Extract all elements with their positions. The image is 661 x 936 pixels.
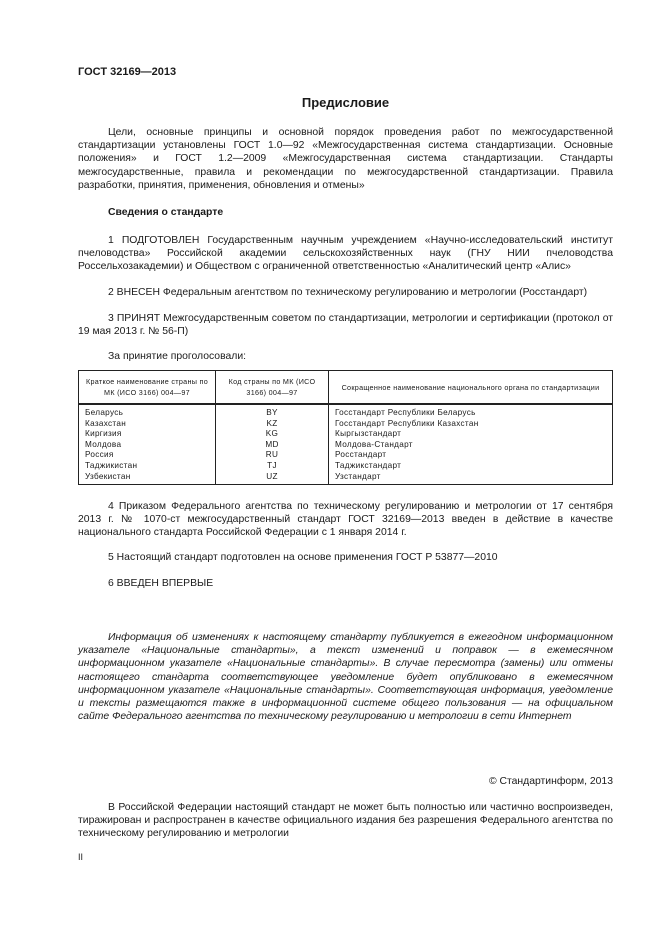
item-6: 6 ВВЕДЕН ВПЕРВЫЕ [108,578,214,589]
item-5: 5 Настоящий стандарт подготовлен на основе применения ГОСТ Р 53877—2010 [108,552,498,563]
section-heading: Сведения о стандарте [108,207,224,218]
standards-body: Узстандарт [329,472,613,485]
table-row [79,450,613,461]
country-code: BY [216,404,329,419]
country-name: Россия [79,450,216,461]
standards-body: Молдова-Стандарт [329,440,613,451]
page-number: II [78,852,84,862]
standards-body: Росстандарт [329,450,613,461]
item-3: 3 ПРИНЯТ Межгосударственным советом по стандартизации, метрологии и сертификации (протокол от 19 мая 2013 г. № 56-П) [78,313,613,338]
table-row [79,429,613,440]
country-name: Казахстан [79,419,216,430]
header-country-code: Код страны по МК (ИСО 3166) 004—97 [216,371,329,405]
table-header-row [79,371,613,405]
member-countries-table [78,370,613,485]
country-code: KZ [216,419,329,430]
country-name: Узбекистан [79,472,216,485]
country-name: Молдова [79,440,216,451]
standards-body: Таджикстандарт [329,461,613,472]
item-2: 2 ВНЕСЕН Федеральным агентством по техническому регулированию и метрологии (Росстандарт) [108,287,588,298]
table-row [79,472,613,485]
country-name: Беларусь [79,404,216,419]
table-row [79,440,613,451]
country-code: TJ [216,461,329,472]
country-name: Киргизия [79,429,216,440]
intro-paragraph: Цели, основные принципы и основной порядок проведения работ по межгосударственной стандартизации установлены ГОСТ 1.0—92 «Межгосударственная система стандартизации. Основные положения» и ГОСТ 1.2—2009 «Межгосударственная система стандартизации. Стандарты межгосударственные, правила и рекомендации по межгосударственной стандартизации. Правила разработки, принятия, применения, обновления и отмены» [78,127,613,191]
country-code: UZ [216,472,329,485]
reproduction-rights: В Российской Федерации настоящий стандарт не может быть полностью или частично воспроизведен, тиражирован и распространен в качестве официального издания без разрешения Федерального агентства по техническому регулированию и метрологии [78,802,613,840]
copyright-line: © Стандартинформ, 2013 [488,776,613,787]
table-row [79,419,613,430]
item-4: 4 Приказом Федерального агентства по техническому регулированию и метрологии от 17 сентября 2013 г. № 1070-ст межгосударственный стандарт ГОСТ 32169—2013 введен в действие в качестве национального стандарта Российской Федерации с 1 января 2014 г. [78,501,613,539]
table-row [79,404,613,419]
standards-body: Госстандарт Республики Беларусь [329,404,613,419]
standards-body: Кыргызстандарт [329,429,613,440]
document-id-header: ГОСТ 32169—2013 [78,66,177,78]
country-code: KG [216,429,329,440]
country-code: MD [216,440,329,451]
item-1: 1 ПОДГОТОВЛЕН Государственным научным учреждением «Научно-исследовательский институт пчеловодства» Российской академии сельскохозяйственных наук (ГНУ НИИ пчеловодства Россельхозакадемии) и Обществом с ограниченной ответственностью «Аналитический центр «Алис» [78,235,613,273]
country-code: RU [216,450,329,461]
page-title: Предисловие [301,95,390,110]
country-name: Таджикистан [79,461,216,472]
vote-label: За принятие проголосовали: [108,351,247,362]
header-country-name: Краткое наименование страны по МК (ИСО 3166) 004—97 [79,371,216,405]
header-standards-body: Сокращенное наименование национального органа по стандартизации [329,371,613,405]
table-row [79,461,613,472]
amendments-notice: Информация об изменениях к настоящему стандарту публикуется в ежегодном информационном указателе «Национальные стандарты», а текст изменений и поправок — в ежемесячном информационном указателе «Национальные стандарты». В случае пересмотра (замены) или отмены настоящего стандарта соответствующее уведомление будет опубликовано в ежемесячном информационном указателе «Национальные стандарты». Соответствующая информация, уведомление и тексты размещаются также в информационной системе общего пользования — на официальном сайте Федерального агентства по техническому регулированию и метрологии в сети Интернет [78,632,613,723]
standards-body: Госстандарт Республики Казахстан [329,419,613,430]
